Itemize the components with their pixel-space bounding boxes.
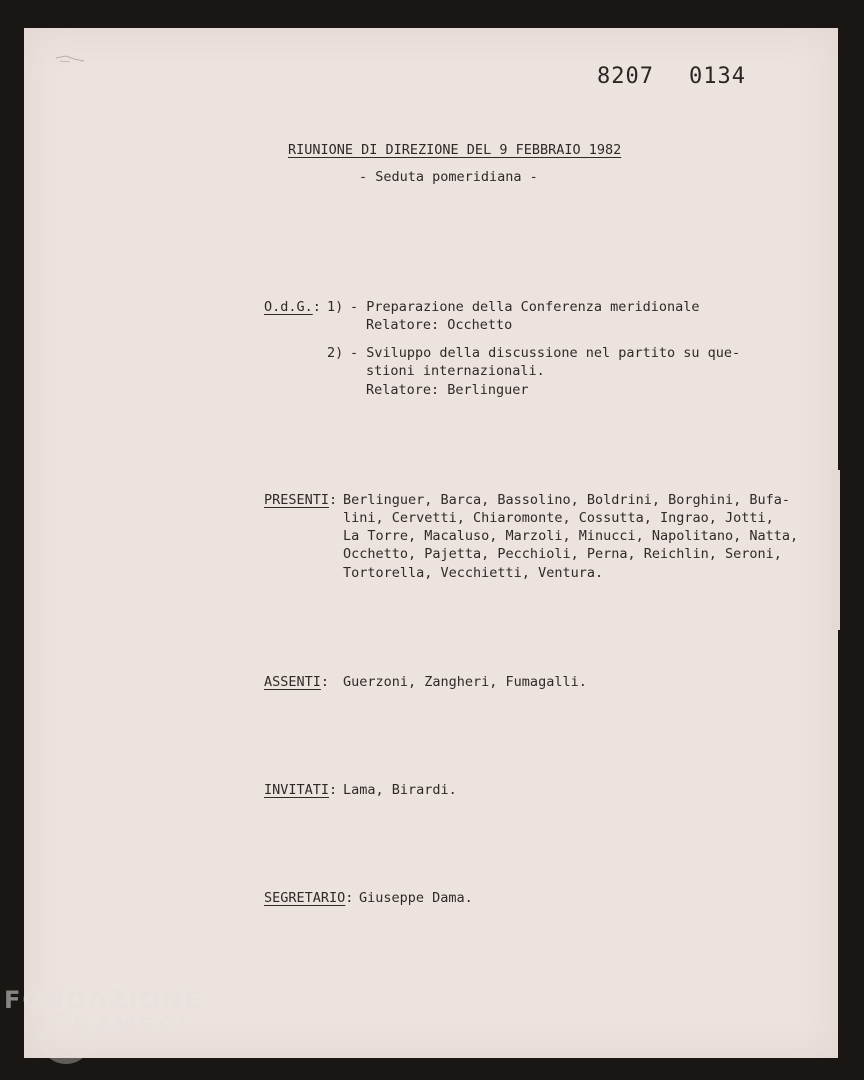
faint-background-stamp <box>612 100 652 1040</box>
paper-edge <box>832 470 840 630</box>
odg-item1-line1: - Preparazione della Conferenza meridionale <box>350 299 700 315</box>
presenti-line: Occhetto, Pajetta, Pecchioli, Perna, Reichlin, Seroni, <box>343 546 782 562</box>
segretario-label: SEGRETARIO <box>264 890 346 906</box>
fondazione-gramsci-logo <box>4 986 205 1051</box>
presenti-line: Tortorella, Vecchietti, Ventura. <box>343 565 604 581</box>
logo-line1: FONDAZIONE <box>4 986 203 1014</box>
presenti-label: PRESENTI <box>264 492 330 508</box>
logo-line3: onlus <box>176 1038 206 1051</box>
invitati-label: INVITATI <box>264 782 330 798</box>
odg-label: O.d.G. <box>264 299 313 315</box>
odg-item2-num: 2) <box>327 345 344 361</box>
document-number-part-b: 0134 <box>689 64 746 89</box>
presenti-label-row: PRESENTI: <box>264 492 338 508</box>
odg-label-row: O.d.G.: <box>264 299 321 315</box>
odg-item2-line2: stioni internazionali. <box>366 363 545 379</box>
odg-item2-line3: Relatore: Berlinguer <box>366 382 529 398</box>
document-number-part-a: 8207 <box>597 64 654 89</box>
odg-item1-num: 1) <box>327 299 344 315</box>
ink-fleck <box>54 52 88 66</box>
segretario-value: Giuseppe Dama. <box>359 890 473 906</box>
presenti-line: La Torre, Macaluso, Marzoli, Minucci, Napolitano, Natta, <box>343 528 799 544</box>
invitati-label-row: INVITATI: <box>264 782 338 798</box>
assenti-label: ASSENTI <box>264 674 321 690</box>
assenti-label-row: ASSENTI: <box>264 674 330 690</box>
segretario-label-row: SEGRETARIO: <box>264 890 354 906</box>
presenti-line: Berlinguer, Barca, Bassolino, Boldrini, Borghini, Bufa- <box>343 492 791 508</box>
presenti-line: lini, Cervetti, Chiaromonte, Cossutta, Ingrao, Jotti, <box>343 510 774 526</box>
invitati-value: Lama, Birardi. <box>343 782 457 798</box>
assenti-value: Guerzoni, Zangheri, Fumagalli. <box>343 674 587 690</box>
logo-g-ring-icon <box>40 1012 92 1064</box>
document-title: RIUNIONE DI DIREZIONE DEL 9 FEBBRAIO 1982 <box>288 142 622 158</box>
odg-item2-line1: - Sviluppo della discussione nel partito su que- <box>350 345 741 361</box>
document-subtitle: - Seduta pomeridiana - <box>359 169 538 185</box>
odg-item1-line2: Relatore: Occhetto <box>366 317 513 333</box>
logo-line2: RAMSCI <box>72 1012 189 1040</box>
